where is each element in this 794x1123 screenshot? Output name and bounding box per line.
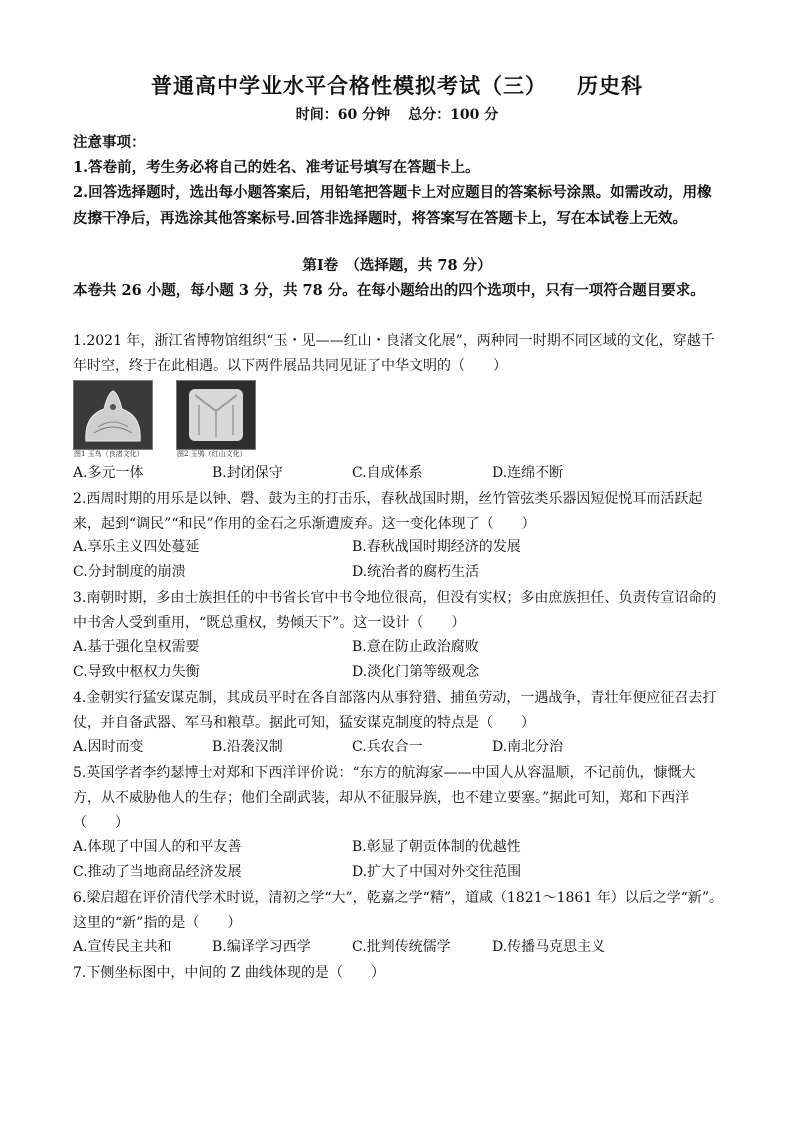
question-3-option-a[interactable]: A.基于强化皇权需要 — [73, 639, 200, 655]
section-heading: 第Ⅰ卷 （选择题，共 78 分） — [302, 257, 492, 274]
notice-heading: 注意事项： — [73, 134, 146, 151]
question-4-option-d[interactable]: D.南北分治 — [492, 739, 564, 755]
question-1-option-c[interactable]: C.自成体系 — [352, 465, 423, 481]
question-2-option-a[interactable]: A.享乐主义四处蔓延 — [73, 539, 200, 555]
question-5-option-b[interactable]: B.彰显了朝贡体制的优越性 — [352, 839, 521, 855]
question-7-stem: 7.下侧坐标图中，中间的 Z 曲线体现的是（ ） — [73, 965, 385, 981]
question-6-option-a[interactable]: A.宣传民主共和 — [73, 939, 172, 955]
exam-subject: 历史科 — [577, 73, 643, 98]
question-2-option-b[interactable]: B.春秋战国时期经济的发展 — [352, 539, 521, 555]
question-3-option-c[interactable]: C.导致中枢权力失衡 — [73, 664, 200, 680]
question-1-option-b[interactable]: B.封闭保守 — [212, 465, 283, 481]
exam-total-score: 总分：100 分 — [408, 107, 499, 123]
jade-bird-image — [73, 380, 153, 450]
question-2-option-d[interactable]: D.统治者的腐朽生活 — [352, 564, 480, 580]
question-3-option-b[interactable]: B.意在防止政治腐败 — [352, 639, 479, 655]
exam-time: 时间：60 分钟 — [295, 107, 391, 123]
question-1-stem: 1.2021 年，浙江省博物馆组织“玉・见——红山・良渚文化展”，两种同一时期不同区域的文化，穿越千年时空，终于在此相遇。以下两件展品共同见证了中华文明的（ ） — [73, 333, 715, 374]
question-6-stem: 6.梁启超在评价清代学术时说，清初之学“大”，乾嘉之学“精”，道咸（1821～1861 年）以后之学“新”。这里的“新”指的是（ ） — [73, 890, 724, 931]
question-3-stem: 3.南朝时期，多由士族担任的中书省长官中书令地位很高，但没有实权；多由庶族担任、负责传宣诏命的中书舍人受到重用，“既总重权，势倾天下”。这一设计（ ） — [73, 590, 717, 631]
question-3-option-d[interactable]: D.淡化门第等级观念 — [352, 664, 480, 680]
question-1-option-a[interactable]: A.多元一体 — [73, 465, 144, 481]
question-4-stem: 4.金朝实行猛安谋克制，其成员平时在各自部落内从事狩猎、捕鱼劳动，一遇战争，青壮年便应征召去打仗，并自备武器、军马和粮草。据此可知，猛安谋克制度的特点是（ ） — [73, 690, 717, 731]
question-2-stem: 2.西周时期的用乐是以钟、磬、鼓为主的打击乐，春秋战国时期，丝竹管弦类乐器因短促悦耳而活跃起来，起到“调民”“和民”作用的金石之乐渐遭废弃。这一变化体现了（ ） — [73, 491, 703, 532]
question-5-option-d[interactable]: D.扩大了中国对外交往范围 — [352, 864, 522, 880]
question-1-option-d[interactable]: D.连绵不断 — [492, 465, 564, 481]
exam-title — [0, 70, 794, 100]
figure-1-caption: 图1 玉鸟（良渚文化） — [74, 450, 144, 458]
question-4-option-a[interactable]: A.因时而变 — [73, 739, 144, 755]
notice-item-1: 1.答卷前，考生务必将自己的姓名、准考证号填写在答题卡上。 — [73, 159, 480, 176]
section-instructions: 本卷共 26 小题，每小题 3 分，共 78 分。在每小题给出的四个选项中，只有一项符合题目要求。 — [73, 282, 705, 299]
question-6-option-d[interactable]: D.传播马克思主义 — [492, 939, 606, 955]
exam-title-text: 普通高中学业水平合格性模拟考试（三） — [151, 73, 547, 98]
question-4-option-b[interactable]: B.沿袭汉制 — [212, 739, 283, 755]
jade-owl-image — [176, 380, 256, 450]
notice-item-2: 2.回答选择题时，选出每小题答案后，用铅笔把答题卡上对应题目的答案标号涂黑。如需改动，用橡皮擦干净后，再选涂其他答案标号.回答非选择题时，将答案写在答题卡上，写在本试卷上无效。 — [73, 184, 712, 227]
question-2-option-c[interactable]: C.分封制度的崩溃 — [73, 564, 186, 580]
question-4-option-c[interactable]: C.兵农合一 — [352, 739, 423, 755]
question-6-option-c[interactable]: C.批判传统儒学 — [352, 939, 451, 955]
question-5-option-c[interactable]: C.推动了当地商品经济发展 — [73, 864, 242, 880]
question-6-option-b[interactable]: B.编译学习西学 — [212, 939, 311, 955]
exam-time-score — [0, 104, 794, 124]
question-5-stem: 5.英国学者李约瑟博士对郑和下西洋评价说：“东方的航海家——中国人从容温顺，不记前仇，慷慨大方，从不威胁他人的生存；他们全副武装，却从不征服异族，也不建立要塞。”据此可知，郑和下西洋（ ） — [73, 765, 696, 831]
question-5-option-a[interactable]: A.体现了中国人的和平友善 — [73, 839, 242, 855]
figure-2-caption: 图2 玉鸮（红山文化） — [177, 450, 247, 458]
